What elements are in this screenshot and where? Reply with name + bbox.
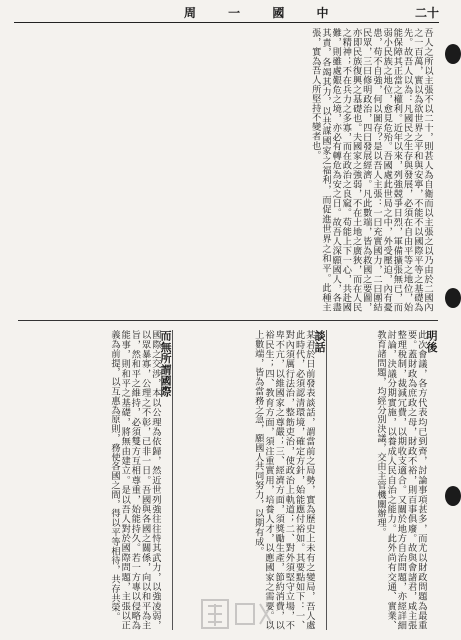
article-right-heading: 明後	[425, 330, 438, 353]
article-left-heading: 而無所謂國際	[159, 330, 172, 398]
article-middle-heading: 談話	[313, 330, 326, 353]
article-top-body: 吾人之所以主張不以二十，則甚人為自衛而以主張之以乃由於二國內之一百萬，實以為欲世界之平和與安寧，不能不以國際平等之基礎為先。故吾人以為：凡國民之生存與發展，必須在自由平等之地位，始能保障其正當之權利。近年以來，列強競爭日烈，軍備擴張無已，而弱小民族之地位，愈見危殆。吾國處此世局之中，外受壓迫，內有憂患，苟不自強，何以圖存？是以吾人主張：一曰充實國力，二曰團結民眾，三曰修明政治，四曰發展經濟。凡此數端，皆為救國之要圖，亦即民族復興之基礎也。夫國家之強弱，不在土地之廣狹，而在人民之精神；不在兵力之多寡，而在政治之良窳。苟能上下一心，共赴國難，則雖處艱危之境，亦必有轉危為安之日。故吾人深願國人，各盡其責，各竭其力，以共謀國家之福利，而促進世界之和平。此種主張，實為吾人所堅持不變者也。	[309, 28, 433, 312]
column-divider	[326, 330, 327, 630]
binding-hole-icon	[445, 486, 461, 506]
page-number: 二十	[414, 6, 439, 20]
library-watermark-icon	[200, 596, 290, 632]
publication-title: 周 一 國 中	[184, 6, 343, 20]
binding-hole-icon	[445, 44, 461, 64]
article-middle-body: 某君於日前發表談話，謂當前之局勢，實為歷史上未有之變局，吾人處此時代，必須認清環境，確定方針，始能應付裕如。其要點如下：一、對內須厲行法治，整飭吏治，使政治上軌道；二、對外須堅守立場，不卑不亢，以維國家之尊嚴；三、經濟方面，須獎勵生產，節約消費，以裕民生；四、教育方面，須注重實用，培養人才，以應國家之需要。以上數端，皆為當務之急，願國人共同努力，以期有成。	[252, 330, 315, 630]
header-rule	[14, 22, 439, 23]
article-left	[20, 330, 170, 630]
article-left-body: 國際之交涉，本以公理為依歸，然近世列強往往恃其武力，以強凌弱，以眾暴寡，公理之不彰，已非一日。吾國與各國之關係，向以和平為主旨，然和平之維持，必須雙方互相尊重，始能持久。若一方專以侵略為能事，則和平之基礎，將無由建立。是以吾人對於國際問題，主張以正義為前提，以互惠為原則，務使各國之間，得以平等相待，共存共榮。	[108, 330, 161, 630]
column-divider	[172, 330, 173, 630]
article-right-body: 此次會議，各方代表均已到齊，討論事項甚多，而尤以財政問題為最重要。蓋財政為庶政之母，財政不裕，則百事俱廢。故與會諸君，咸主張整理稅制，裁減冗費，以期收支適合。又關於地方自治問題，亦經詳細討論，決議分期實施，以養成人民自治之能力。此外尚有交通、實業、教育諸問題，均經分別決議，交由主管機關辦理。	[374, 330, 427, 630]
section-divider	[18, 320, 438, 321]
article-right	[330, 330, 436, 630]
binding-hole-icon	[445, 288, 461, 308]
page-header	[14, 4, 439, 22]
article-middle	[176, 330, 324, 630]
